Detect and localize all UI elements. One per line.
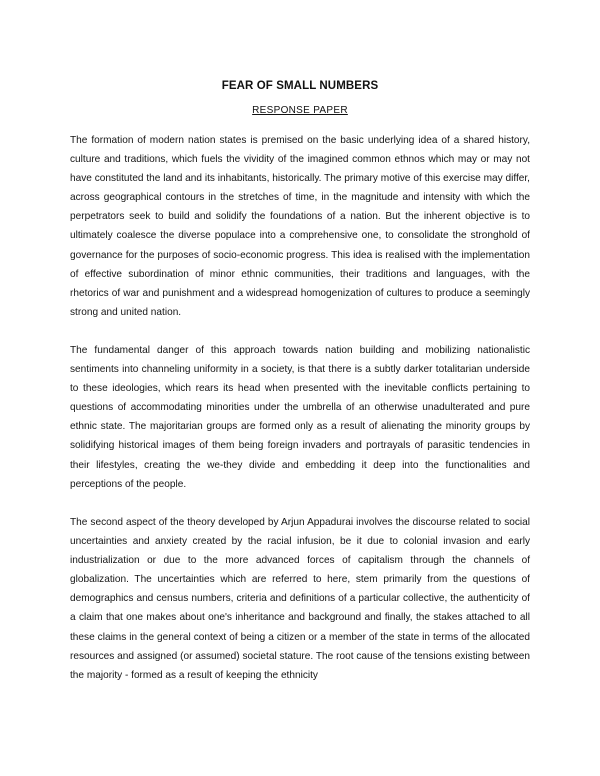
paragraph: The second aspect of the theory developed by Arjun Appadurai involves the discourse related to social uncertainties and anxiety created by the racial infusion, be it due to colonial invasion and early industrialization or due to the more advanced forces of capitalism through the channels of globalization. The uncertainties which are referred to here, stem primarily from the questions of demographics and census numbers, criteria and definitions of a particular collective, the authenticity of a claim that one makes about one's inheritance and background and finally, the stakes attached to all these claims in the general context of being a citizen or a member of the state in terms of the allocated resources and assigned (or assumed) societal stature. The root cause of the tensions existing between the majority - formed as a result of keeping the ethnicity <box>70 517 530 681</box>
subtitle-text: RESPONSE PAPER <box>252 105 348 116</box>
page-title: FEAR OF SMALL NUMBERS <box>221 80 379 92</box>
page-subtitle <box>0 105 600 116</box>
paragraph: The fundamental danger of this approach towards nation building and mobilizing nationalistic sentiments into channeling uniformity in a society, is that there is a subtly darker totalitarian underside to these ideologies, which rears its head when presented with the inevitable conflicts pertaining to questions of accommodating minorities under the umbrella of an otherwise unadulterated and pure ethnic state. The majoritarian groups are formed only as a result of alienating the minority groups by solidifying historical images of them being foreign invaders and portrayals of parasitic tendencies in their lifestyles, creating the we-they divide and embedding it deep into the functionalities and perceptions of the people. <box>70 345 530 490</box>
paragraph: The formation of modern nation states is premised on the basic underlying idea of a shared history, culture and traditions, which fuels the vividity of the imagined common ethnos which may or may not have constituted the land and its inhabitants, historically. The primary motive of this exercise may differ, across geographical contours in the stretches of time, in the magnitude and intensity with which the perpetrators seek to build and solidify the foundations of a nation. But the inherent objective is to ultimately coalesce the diverse populace into a comprehensive one, to consolidate the stronghold of governance for the purposes of socio-economic progress. This idea is realised with the implementation of effective subordination of minor ethnic communities, their traditions and languages, with the rhetorics of war and punishment and a widespread homogenization of cultures to produce a seemingly strong and united nation. <box>70 135 530 318</box>
